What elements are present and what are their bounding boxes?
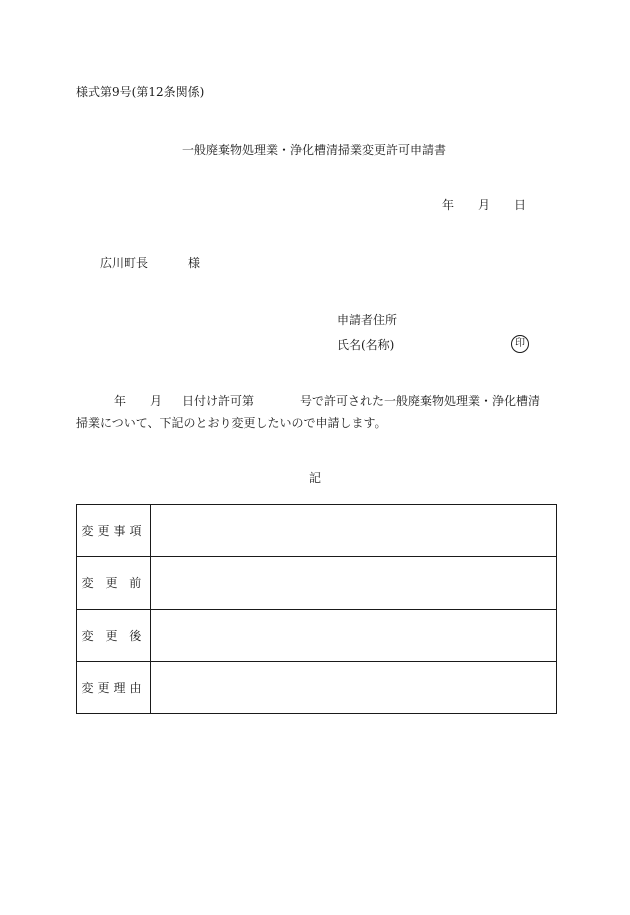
table-row [77,505,557,557]
document-title: 一般廃棄物処理業・浄化槽清掃業変更許可申請書 [181,143,446,157]
request-body-line-2: 掃業について、下記のとおり変更したいので申請します。 [76,416,387,430]
date-month-label: 月 [478,198,491,212]
request-body-line-1: 年 月 日付け許可第 号で許可された一般廃棄物処理業・浄化槽清 [114,394,541,408]
table-row [77,661,557,713]
date-line [442,197,526,213]
row-label-before-change: 変 更 前 [77,557,151,609]
addressee-name: 広川町長 [100,256,149,270]
addressee [100,255,200,271]
table-row [77,557,557,609]
addressee-honorific: 様 [188,256,201,270]
row-label-change-reason: 変更理由 [77,661,151,713]
row-value-after-change[interactable] [151,609,557,661]
row-label-change-item: 変更事項 [77,505,151,557]
form-number: 様式第9号(第12条関係) [76,85,205,99]
date-year-label: 年 [442,198,455,212]
row-value-change-reason[interactable] [151,661,557,713]
seal-mark: 印 [511,335,529,353]
row-label-after-change: 変 更 後 [77,609,151,661]
change-details-table [76,504,557,714]
applicant-address-label: 申請者住所 [337,313,398,327]
applicant-name-label: 氏名(名称) [337,338,395,352]
request-body [76,390,558,434]
date-day-label: 日 [514,198,527,212]
row-value-change-item[interactable] [151,505,557,557]
table-row [77,609,557,661]
ki-heading: 記 [308,471,321,485]
row-value-before-change[interactable] [151,557,557,609]
